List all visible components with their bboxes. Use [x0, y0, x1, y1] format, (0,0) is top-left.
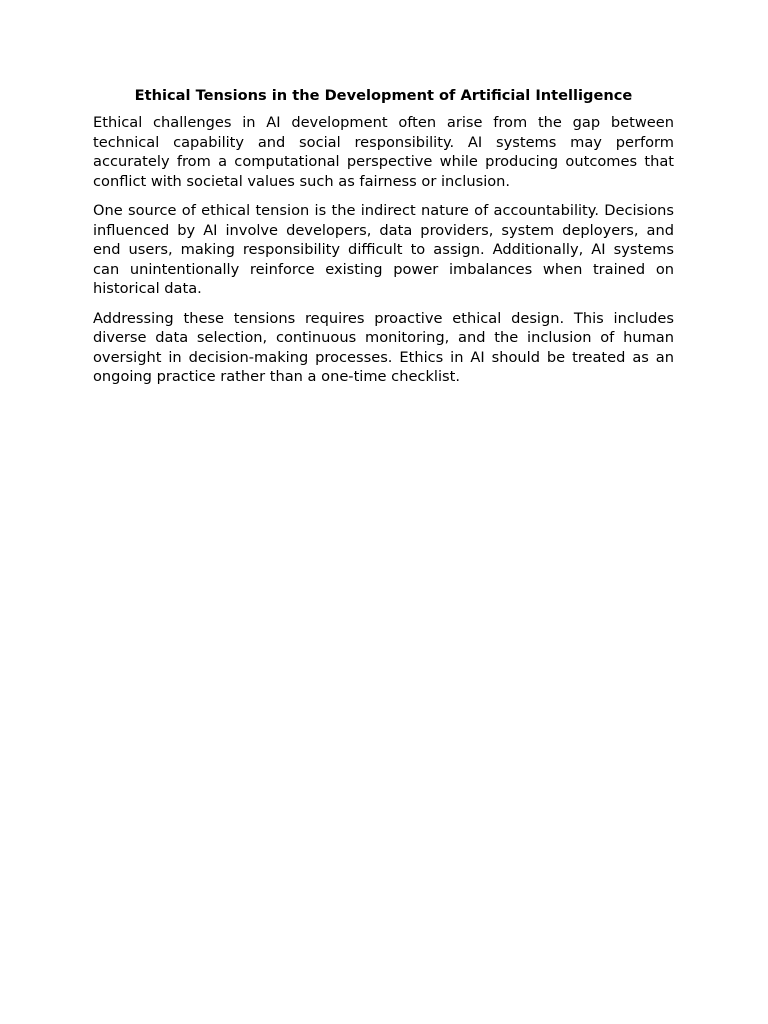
document-body — [93, 85, 674, 397]
paragraph-ethical-tension: One source of ethical tension is the indirect nature of accountability. Decisions influenced by AI involve developers, data providers, system deployers, and end users, making responsibility difficult to assign. Additionally, AI systems can unintentionally reinforce existing power imbalances when trained on historical data. — [93, 202, 674, 297]
document-title: Ethical Tensions in the Development of Artificial Intelligence — [134, 87, 633, 104]
paragraph-accountability-gap: Ethical challenges in AI development often arise from the gap between technical capability and social responsibility. AI systems may perform accurately from a computational perspective while producing outcomes that conflict with societal values such as fairness or inclusion. — [93, 114, 674, 190]
paragraph-ethical-design: Addressing these tensions requires proactive ethical design. This includes diverse data selection, continuous monitoring, and the inclusion of human oversight in decision-making processes. Ethics in AI should be treated as an ongoing practice rather than a one-time checklist. — [93, 309, 674, 385]
